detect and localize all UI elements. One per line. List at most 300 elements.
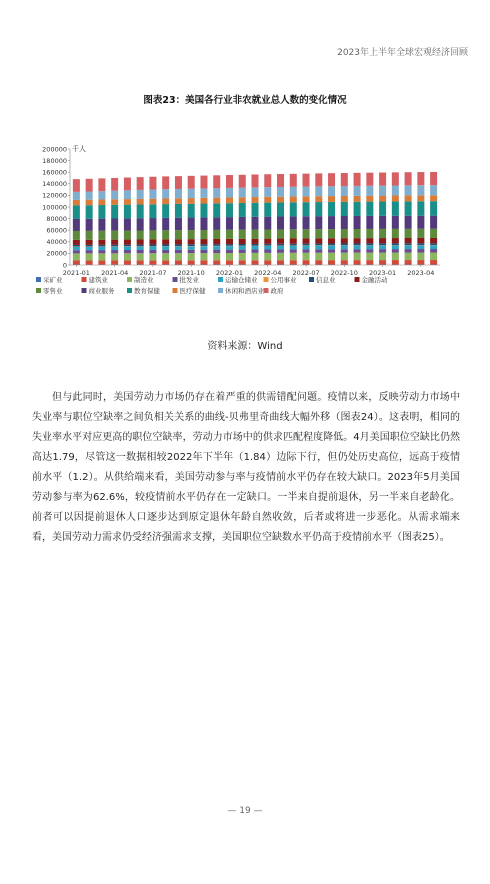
legend-swatch: [36, 277, 41, 282]
x-tick-label: 2022-10: [330, 269, 358, 277]
bar-segment: [175, 246, 182, 249]
y-tick-label: 120000: [42, 191, 67, 200]
bar-segment: [239, 260, 246, 264]
bar-segment: [277, 202, 284, 216]
bar-segment: [341, 260, 348, 264]
bar-segment: [354, 186, 361, 196]
bar-segment: [149, 260, 156, 264]
bar-segment: [366, 246, 373, 250]
bar-segment: [213, 175, 220, 188]
bar-segment: [188, 189, 195, 198]
y-axis: [42, 145, 70, 269]
bar-segment: [277, 260, 284, 264]
bar-segment: [111, 250, 118, 253]
employment-stacked-bar-chart: [34, 140, 464, 320]
bar-segment: [239, 203, 246, 217]
bar-segment: [405, 253, 412, 261]
bar-segment: [405, 243, 412, 245]
bar-segment: [162, 189, 169, 198]
bar-segment: [366, 253, 373, 261]
bar-segment: [98, 253, 105, 260]
bar-segment: [98, 247, 105, 250]
bar-segment: [303, 196, 310, 202]
bar-segment: [392, 172, 399, 185]
bar-segment: [124, 231, 131, 240]
y-tick-label: 140000: [42, 180, 67, 189]
legend-label: 政府: [270, 287, 284, 295]
bar-segment: [124, 250, 131, 253]
bar-segment: [290, 253, 297, 260]
bar-segment: [264, 187, 271, 197]
bar-segment: [430, 185, 437, 195]
bar-segment: [303, 202, 310, 216]
bar-segment: [328, 173, 335, 186]
bar-segment: [366, 186, 373, 196]
legend-swatch: [355, 277, 360, 282]
bar-segment: [73, 240, 80, 245]
bar-segment: [239, 250, 246, 253]
bar-segment: [341, 186, 348, 196]
bar-segment: [405, 185, 412, 195]
bar-segment: [213, 260, 220, 264]
bar-segment: [98, 231, 105, 240]
bar-segment: [137, 253, 144, 260]
bar-segment: [417, 172, 424, 185]
bar-segment: [328, 196, 335, 202]
bar-segment: [251, 250, 258, 253]
bar-segment: [328, 229, 335, 238]
body-paragraph: 但与此同时，美国劳动力市场仍存在着严重的供需错配问题。疫情以来，反映劳动力市场中失业率与职位空缺率之间负相关关系的曲线-贝弗里奇曲线大幅外移（图表24）。这表明，相同的失业率水平对应更高的职位空缺率，劳动力市场中的供求匹配程度降低。4月美国职位空缺比仍然高达1.79，尽管这一数据相较2022年下半年（1.84）边际下行，但仍处历史高位，远高于疫情前水平（1.2）。从供给端来看，美国劳动参与率与疫情前水平仍存在较大缺口。2023年5月美国劳动参与率为62.6%，较疫情前水平仍存在一定缺口。一半来自提前退休，另一半来自老龄化。前者可以因提前退休人口逐步达到原定退休年龄自然收敛，后者或将进一步恶化。从需求端来看，美国劳动力需求仍受经济强需求支撑，美国职位空缺数水平仍高于疫情前水平（图表25）。: [32, 392, 460, 543]
bar-segment: [366, 243, 373, 245]
bar-segment: [213, 239, 220, 244]
bar-segment: [366, 202, 373, 216]
bar-segment: [328, 249, 335, 252]
bar-segment: [341, 243, 348, 245]
bar-segment: [86, 253, 93, 260]
bar-segment: [251, 260, 258, 264]
bar-segment: [328, 260, 335, 264]
legend-label: 零售业: [43, 287, 63, 295]
bar-segment: [430, 201, 437, 215]
bar-segment: [290, 202, 297, 216]
bar-segment: [175, 260, 182, 264]
bar-segment: [239, 217, 246, 230]
x-tick-label: 2021-04: [101, 269, 129, 277]
bar-segment: [137, 218, 144, 230]
bar-segment: [290, 216, 297, 229]
y-tick-label: 20000: [46, 249, 67, 258]
bar-segment: [175, 189, 182, 198]
legend-swatch: [173, 277, 178, 282]
x-tick-label: 2021-10: [177, 269, 205, 277]
bar-segment: [149, 177, 156, 190]
bar-segment: [162, 260, 169, 264]
bar-segment: [366, 173, 373, 186]
y-tick-label: 200000: [42, 145, 67, 154]
bar-segment: [405, 216, 412, 229]
bar-segment: [213, 246, 220, 250]
bar-segment: [379, 245, 386, 249]
bar-segment: [430, 172, 437, 185]
bar-segment: [226, 230, 233, 239]
bar-segment: [111, 218, 118, 230]
legend-swatch: [36, 288, 41, 293]
bar-segment: [73, 245, 80, 247]
bar-segment: [188, 204, 195, 218]
bar-segment: [405, 238, 412, 243]
bar-segment: [226, 175, 233, 188]
bar-segment: [417, 201, 424, 215]
bar-segment: [315, 186, 322, 196]
bar-segment: [303, 174, 310, 187]
bar-segment: [264, 253, 271, 260]
bar-segment: [264, 174, 271, 187]
legend-swatch: [264, 277, 269, 282]
bar-segment: [213, 230, 220, 239]
bar-segment: [341, 173, 348, 186]
bar-segment: [175, 253, 182, 260]
x-tick-label: 2023-04: [407, 269, 435, 277]
bar-segment: [405, 195, 412, 201]
bar-segment: [98, 260, 105, 264]
legend-swatch: [173, 288, 178, 293]
bar-segment: [226, 253, 233, 260]
legend-label: 建筑业: [88, 276, 108, 284]
bar-segment: [379, 249, 386, 252]
bar-segment: [328, 246, 335, 250]
bar-segment: [405, 201, 412, 215]
bar-segment: [200, 246, 207, 249]
x-tick-label: 2021-01: [62, 269, 90, 277]
bar-segment: [366, 229, 373, 238]
bar-segment: [328, 244, 335, 246]
bar-segment: [315, 202, 322, 216]
bar-segment: [392, 216, 399, 229]
bar-segment: [264, 239, 271, 244]
bar-segment: [111, 247, 118, 250]
bar-segment: [341, 196, 348, 202]
bar-segment: [213, 203, 220, 217]
bar-segment: [392, 253, 399, 261]
bar-segment: [137, 245, 144, 247]
bar-segment: [98, 219, 105, 231]
legend-label: 教育保健: [134, 287, 160, 295]
bar-segment: [354, 202, 361, 216]
bar-segment: [315, 229, 322, 238]
bar-segment: [328, 238, 335, 243]
bar-segment: [417, 245, 424, 249]
y-tick-label: 40000: [46, 238, 67, 247]
bar-segment: [354, 216, 361, 229]
y-tick-label: 80000: [46, 214, 67, 223]
bar-segment: [303, 229, 310, 238]
bar-segment: [200, 244, 207, 246]
bar-segment: [392, 260, 399, 265]
bar-segment: [290, 238, 297, 243]
bar-segment: [251, 246, 258, 250]
bar-segment: [200, 230, 207, 239]
report-header-title: 2023年上半年全球宏观经济回顾: [337, 48, 468, 58]
legend-swatch: [127, 288, 132, 293]
bar-segment: [239, 188, 246, 198]
bar-segment: [379, 196, 386, 202]
bar-segment: [188, 246, 195, 249]
bar-segment: [239, 253, 246, 260]
bar-segment: [137, 231, 144, 240]
bar-segment: [111, 199, 118, 205]
bar-segment: [98, 250, 105, 253]
bar-segment: [124, 218, 131, 230]
bar-segment: [328, 186, 335, 196]
chart-legend: [36, 275, 388, 295]
bar-segment: [124, 178, 131, 191]
bar-segment: [213, 244, 220, 246]
bar-segment: [200, 188, 207, 197]
bar-segment: [251, 239, 258, 244]
bar-segment: [239, 230, 246, 239]
bar-segment: [341, 246, 348, 250]
bar-segment: [379, 260, 386, 265]
bar-segment: [175, 176, 182, 189]
bar-segment: [226, 244, 233, 246]
bar-segment: [354, 249, 361, 252]
bar-segment: [86, 260, 93, 264]
bar-segment: [149, 245, 156, 247]
bar-segment: [213, 253, 220, 260]
bar-segment: [73, 219, 80, 231]
bar-segment: [379, 216, 386, 229]
bar-segment: [200, 204, 207, 218]
bar-segment: [341, 202, 348, 216]
bar-segment: [430, 253, 437, 261]
bar-segment: [392, 249, 399, 252]
bar-segment: [417, 185, 424, 195]
legend-label: 制造业: [134, 276, 154, 284]
bar-segment: [188, 244, 195, 246]
bar-segment: [277, 253, 284, 260]
bar-segment: [277, 246, 284, 250]
bar-segment: [303, 216, 310, 229]
bar-segment: [124, 205, 131, 219]
bar-segment: [354, 260, 361, 264]
bar-segment: [239, 197, 246, 203]
bar-segment: [124, 245, 131, 247]
bar-segment: [149, 199, 156, 205]
bar-segment: [124, 253, 131, 260]
figure-source: 资料来源：Wind: [207, 341, 283, 352]
bar-segment: [251, 230, 258, 239]
bar-segment: [264, 244, 271, 246]
bar-segment: [341, 238, 348, 243]
bar-segment: [188, 230, 195, 239]
bar-segment: [277, 239, 284, 244]
bar-segment: [239, 239, 246, 244]
bar-segment: [200, 217, 207, 230]
bar-segment: [328, 202, 335, 216]
bar-segment: [366, 260, 373, 265]
bar-segment: [226, 246, 233, 250]
bar-segment: [328, 216, 335, 229]
bar-segment: [73, 250, 80, 253]
bar-segment: [417, 249, 424, 252]
bar-segment: [264, 246, 271, 250]
bar-segment: [315, 238, 322, 243]
bar-segment: [188, 253, 195, 260]
legend-label: 商业服务: [88, 287, 115, 295]
bar-segment: [213, 217, 220, 230]
bar-segment: [162, 253, 169, 260]
bar-segment: [149, 218, 156, 230]
bar-segment: [277, 244, 284, 246]
bar-segment: [73, 247, 80, 250]
bar-segment: [175, 198, 182, 204]
bar-segment: [188, 250, 195, 253]
bar-segment: [175, 218, 182, 230]
bar-segment: [251, 203, 258, 217]
y-unit-label: 千人: [72, 145, 86, 153]
legend-swatch: [82, 277, 87, 282]
bar-segment: [417, 238, 424, 243]
bar-segment: [162, 250, 169, 253]
bar-segment: [303, 238, 310, 243]
bar-segment: [405, 245, 412, 249]
bar-segment: [239, 175, 246, 188]
bar-segment: [162, 239, 169, 244]
bar-segment: [162, 218, 169, 230]
legend-label: 批发业: [179, 276, 199, 284]
bar-segment: [86, 247, 93, 250]
bar-segment: [251, 197, 258, 203]
bar-segment: [392, 243, 399, 245]
bar-segment: [188, 260, 195, 264]
bar-segment: [354, 173, 361, 186]
bar-segment: [73, 231, 80, 240]
bar-segment: [188, 239, 195, 244]
bar-segment: [366, 238, 373, 243]
bar-segment: [315, 253, 322, 260]
bar-segment: [379, 243, 386, 245]
bar-segment: [341, 229, 348, 238]
legend-swatch: [127, 277, 132, 282]
bar-segment: [111, 260, 118, 264]
bar-segment: [277, 249, 284, 252]
bar-segment: [86, 205, 93, 219]
bar-segment: [213, 188, 220, 198]
bar-segment: [430, 245, 437, 249]
bar-segment: [290, 249, 297, 252]
bar-segment: [315, 246, 322, 250]
bar-segment: [251, 174, 258, 187]
bar-segment: [137, 177, 144, 190]
bar-segment: [226, 260, 233, 264]
bar-segment: [239, 244, 246, 246]
bar-segment: [290, 197, 297, 203]
bar-segment: [277, 187, 284, 197]
bar-segment: [111, 245, 118, 247]
bar-segment: [264, 260, 271, 264]
bar-segment: [264, 230, 271, 239]
legend-swatch: [264, 288, 269, 293]
bar-segment: [98, 191, 105, 199]
bar-segment: [86, 219, 93, 231]
bar-segment: [73, 205, 80, 219]
bar-segment: [354, 243, 361, 245]
bar-segment: [405, 260, 412, 265]
bar-segment: [124, 199, 131, 205]
bar-segment: [149, 204, 156, 218]
bar-segment: [379, 186, 386, 196]
bar-segment: [277, 174, 284, 187]
legend-label: 医疗保健: [179, 287, 206, 295]
bar-segment: [303, 187, 310, 197]
bar-segment: [188, 218, 195, 231]
bar-segment: [98, 240, 105, 245]
bar-segment: [264, 197, 271, 203]
bar-segment: [73, 260, 80, 264]
bar-segment: [162, 176, 169, 189]
bar-segment: [111, 253, 118, 260]
bar-segment: [162, 204, 169, 218]
bar-segment: [430, 260, 437, 265]
legend-swatch: [218, 277, 223, 282]
bar-segment: [417, 229, 424, 238]
bar-segment: [379, 253, 386, 261]
bar-segment: [73, 179, 80, 192]
bar-segment: [379, 238, 386, 243]
bar-segment: [124, 247, 131, 250]
bar-segment: [417, 195, 424, 201]
bar-segment: [251, 217, 258, 230]
bar-segment: [111, 178, 118, 191]
bar-segment: [277, 217, 284, 230]
bar-segment: [417, 253, 424, 261]
bar-segment: [264, 249, 271, 252]
bar-segment: [226, 203, 233, 217]
bar-segment: [290, 260, 297, 264]
bar-segment: [379, 229, 386, 238]
bar-segment: [392, 201, 399, 215]
bar-segment: [175, 230, 182, 239]
bar-segment: [366, 216, 373, 229]
bar-segment: [328, 253, 335, 260]
bar-segment: [341, 253, 348, 260]
x-tick-label: 2022-01: [215, 269, 244, 277]
bar-segment: [417, 260, 424, 265]
bar-segment: [226, 217, 233, 230]
bar-segment: [137, 204, 144, 218]
bar-segment: [277, 197, 284, 203]
bar-segment: [86, 192, 93, 200]
bar-segment: [354, 196, 361, 202]
bar-segment: [149, 250, 156, 253]
bar-segment: [417, 243, 424, 245]
y-tick-label: 60000: [46, 226, 67, 235]
bar-segment: [98, 199, 105, 205]
bar-segment: [86, 240, 93, 245]
bar-segment: [73, 192, 80, 200]
bar-segment: [303, 244, 310, 246]
bar-segment: [175, 250, 182, 253]
bar-segment: [98, 245, 105, 247]
bar-segment: [200, 239, 207, 244]
bar-segment: [226, 197, 233, 203]
bar-segment: [251, 253, 258, 260]
y-tick-label: 180000: [42, 156, 67, 165]
bar-segment: [303, 253, 310, 260]
bar-segment: [149, 247, 156, 250]
bar-segment: [86, 200, 93, 206]
bar-segment: [303, 249, 310, 252]
